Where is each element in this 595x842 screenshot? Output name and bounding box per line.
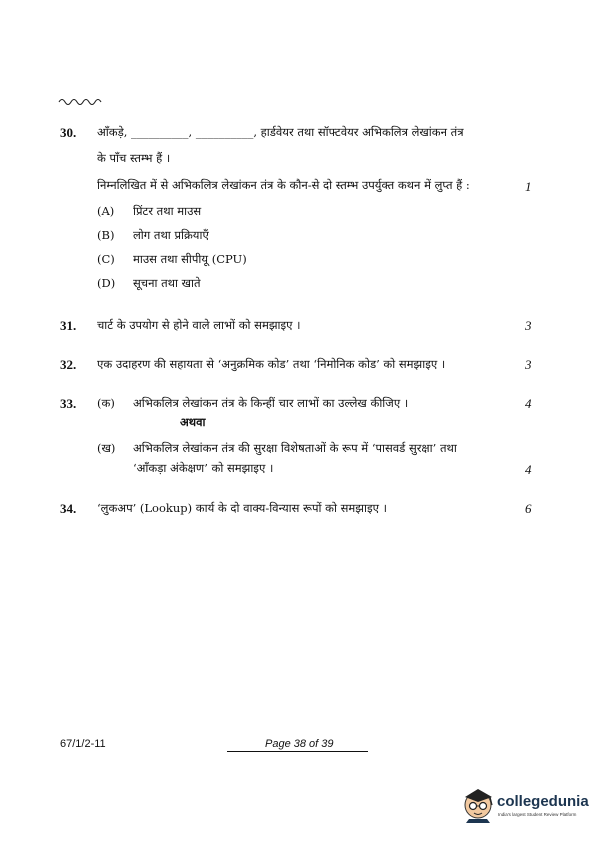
collegedunia-logo (462, 783, 592, 828)
option-a-label: (A) (97, 204, 115, 218)
question-31-text: चार्ट के उपयोग से होने वाले लाभों को समझाइए । (97, 318, 301, 332)
question-31-number: 31. (60, 318, 77, 333)
question-32-marks: 3 (525, 357, 532, 372)
option-c-text: माउस तथा सीपीयू (CPU) (133, 252, 247, 266)
question-33-a-label: (क) (97, 396, 115, 410)
question-30-line2: के पाँच स्तम्भ हैं । (97, 151, 171, 165)
question-30-number: 30. (60, 125, 77, 140)
option-d-text: सूचना तथा खाते (133, 276, 201, 290)
option-d-label: (D) (97, 276, 116, 290)
or-separator: अथवा (180, 415, 206, 429)
question-33-b-marks: 4 (525, 462, 532, 477)
paper-code: 67/1/2-11 (60, 738, 106, 750)
page-number: Page 38 of 39 (265, 738, 334, 750)
option-b-text: लोग तथा प्रक्रियाएँ (133, 228, 209, 242)
question-30-line3: निम्नलिखित में से अभिकलित्र लेखांकन तंत्र के कौन-से दो स्तम्भ उपर्युक्त कथन में लुप्त हैं : (97, 178, 470, 192)
question-31-marks: 3 (525, 318, 532, 333)
question-33-number: 33. (60, 396, 77, 411)
option-b-label: (B) (97, 228, 115, 242)
squiggle-decoration (58, 96, 104, 106)
logo-tagline: India's largest Student Review Platform (498, 812, 577, 817)
question-33-a-text: अभिकलित्र लेखांकन तंत्र के किन्हीं चार लाभों का उल्लेख कीजिए । (133, 396, 409, 410)
question-34-marks: 6 (525, 501, 532, 516)
question-33-b-line1: अभिकलित्र लेखांकन तंत्र की सुरक्षा विशेषताओं के रूप में ‘पासवर्ड सुरक्षा’ तथा (133, 441, 457, 455)
option-c-label: (C) (97, 252, 115, 266)
question-34-number: 34. (60, 501, 77, 516)
question-33-a-marks: 4 (525, 396, 532, 411)
question-30-marks: 1 (525, 179, 532, 194)
logo-wordmark: collegedunia (497, 793, 589, 810)
question-33-b-label: (ख) (97, 441, 116, 455)
question-32-number: 32. (60, 357, 77, 372)
mascot-icon (462, 783, 496, 823)
footer-rule (227, 751, 368, 752)
question-33-b-line2: ‘आँकड़ा अंकेक्षण’ को समझाइए । (133, 461, 274, 475)
option-a-text: प्रिंटर तथा माउस (133, 204, 202, 218)
question-34-text: ‘लुकअप’ (Lookup) कार्य के दो वाक्य-विन्यास रूपों को समझाइए । (97, 501, 387, 515)
question-30-line1: आँकड़े, __________, __________, हार्डवेयर तथा सॉफ्टवेयर अभिकलित्र लेखांकन तंत्र (97, 125, 464, 139)
question-32-text: एक उदाहरण की सहायता से ‘अनुक्रमिक कोड’ तथा ‘निमोनिक कोड’ को समझाइए । (97, 357, 446, 371)
